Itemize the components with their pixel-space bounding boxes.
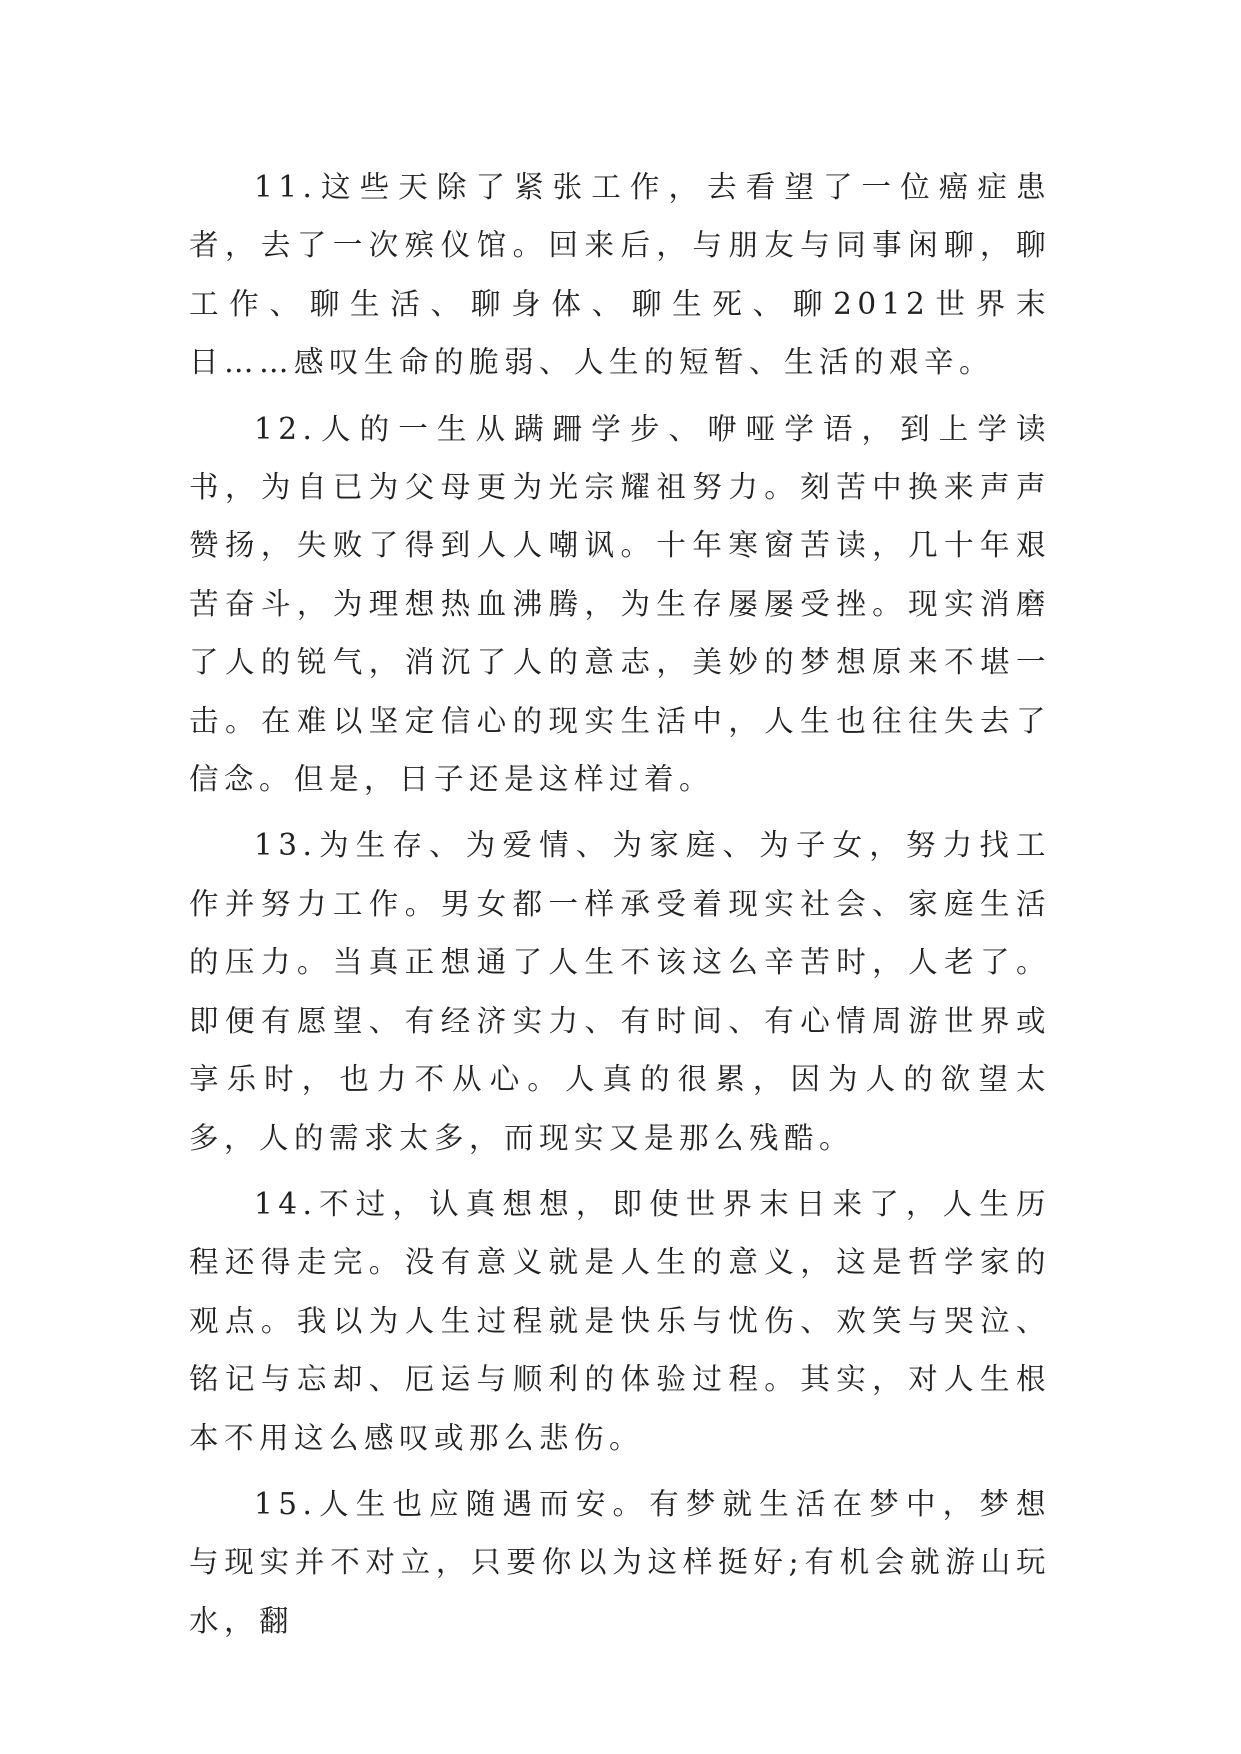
document-body <box>189 158 1051 1658</box>
paragraph-15: 15.人生也应随遇而安。有梦就生活在梦中，梦想与现实并不对立，只要你以为这样挺好;有机会就游山玩水，翻 <box>189 1486 1051 1638</box>
paragraph-13: 13.为生存、为爱情、为家庭、为子女，努力找工作并努力工作。男女都一样承受着现实社会、家庭生活的压力。当真正想通了人生不该这么辛苦时，人老了。即便有愿望、有经济实力、有时间、有心情周游世界或享乐时，也力不从心。人真的很累，因为人的欲望太多，人的需求太多，而现实又是那么残酷。 <box>189 828 1051 1155</box>
paragraph-12: 12.人的一生从蹒跚学步、咿哑学语，到上学读书，为自已为父母更为光宗耀祖努力。刻苦中换来声声赞扬，失败了得到人人嘲讽。十年寒窗苦读，几十年艰苦奋斗，为理想热血沸腾，为生存屡屡受挫。现实消磨了人的锐气，消沉了人的意志，美妙的梦想原来不堪一击。在难以坚定信心的现实生活中，人生也往往失去了信念。但是，日子还是这样过着。 <box>189 411 1051 797</box>
paragraph-14: 14.不过，认真想想，即使世界末日来了，人生历程还得走完。没有意义就是人生的意义，这是哲学家的观点。我以为人生过程就是快乐与忧伤、欢笑与哭泣、铭记与忘却、厄运与顺利的体验过程。其实，对人生根本不用这么感叹或那么悲伤。 <box>189 1186 1051 1455</box>
paragraph-11: 11.这些天除了紧张工作，去看望了一位癌症患者，去了一次殡仪馆。回来后，与朋友与同事闲聊，聊工作、聊生活、聊身体、聊生死、聊2012世界末日……感叹生命的脆弱、人生的短暂、生活的艰辛。 <box>189 170 1051 380</box>
